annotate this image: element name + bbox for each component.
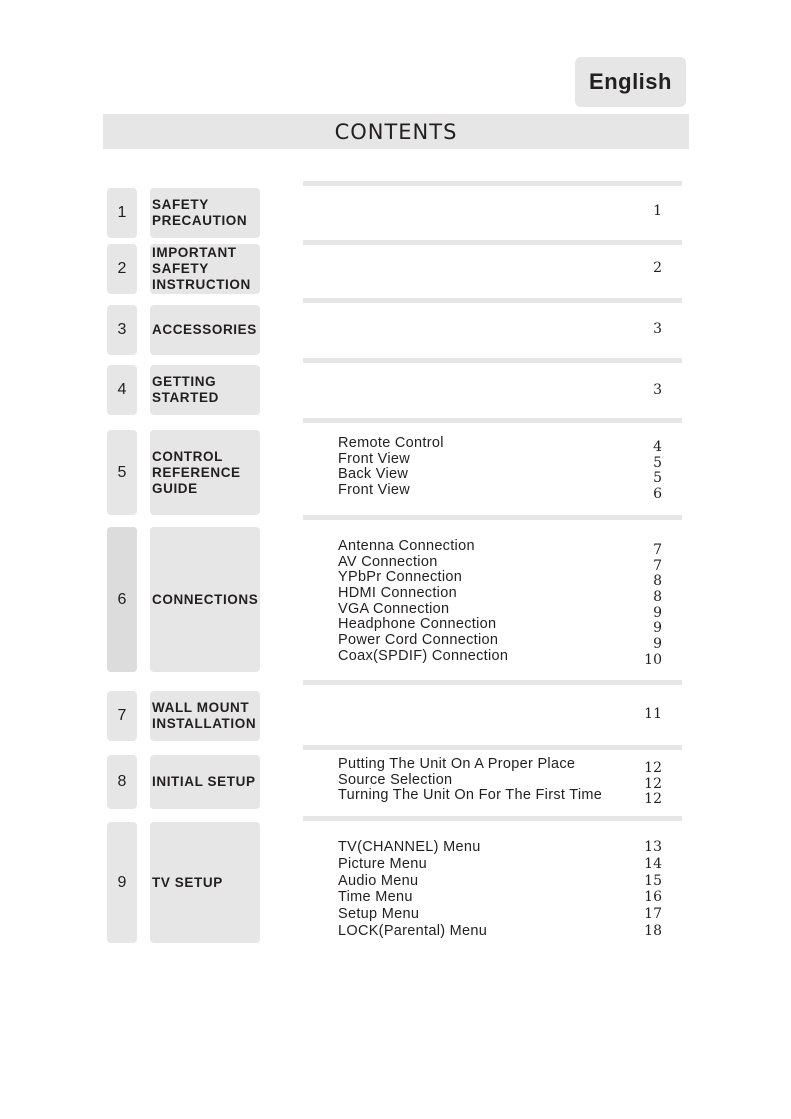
subsection-label: Source Selection [338, 771, 453, 788]
subsection-label: Front View [338, 450, 411, 467]
section-page-number: 3 [653, 321, 662, 337]
subsection-row[interactable] [338, 839, 662, 856]
page-title: CONTENTS [103, 114, 689, 149]
subsection-page: 12 [644, 760, 662, 776]
subsection-page: 7 [653, 557, 662, 574]
section-page-number: 11 [644, 706, 662, 722]
section-number: 3 [107, 305, 137, 355]
subsection-row[interactable] [338, 889, 662, 906]
section-title: INITIAL SETUP [152, 774, 256, 789]
section-title: ACCESSORIES [152, 322, 257, 337]
subsection-page: 14 [644, 855, 662, 872]
section-title-box[interactable] [150, 188, 260, 238]
subsection-page: 5 [653, 454, 662, 471]
subsection-row[interactable] [338, 569, 662, 590]
subsection-label: Remote Control [338, 435, 444, 451]
section-title-box[interactable] [150, 822, 260, 943]
subsection-row[interactable] [338, 906, 662, 923]
subsection-page: 4 [653, 439, 662, 455]
subsection-label: LOCK(Parental) Menu [338, 922, 488, 939]
subsection-label: Setup Menu [338, 906, 420, 923]
section-divider [303, 745, 682, 750]
subsection-row[interactable] [338, 647, 662, 668]
subsection-row[interactable] [338, 771, 662, 792]
section-number: 9 [107, 822, 137, 943]
subsection-row[interactable] [338, 466, 662, 487]
subsection-label: Putting The Unit On A Proper Place [338, 756, 576, 772]
subsection-label: Back View [338, 466, 409, 483]
subsection-page: 6 [653, 486, 662, 503]
section-title-box[interactable] [150, 305, 260, 355]
section-number: 8 [107, 755, 137, 809]
section-page-number: 1 [653, 203, 662, 219]
language-badge: English [575, 57, 686, 107]
subsection-label: AV Connection [338, 553, 438, 570]
section-divider [303, 240, 682, 245]
subsection-row[interactable] [338, 873, 662, 890]
subsection-row[interactable] [338, 538, 662, 558]
subsection-label: VGA Connection [338, 600, 450, 617]
subsection-row[interactable] [338, 632, 662, 653]
section-title-box[interactable] [150, 430, 260, 515]
section-divider [303, 418, 682, 423]
subsection-list [338, 756, 662, 808]
section-divider [303, 515, 682, 520]
section-title-box[interactable] [150, 691, 260, 741]
section-title: SAFETY PRECAUTION [152, 197, 248, 228]
subsection-page: 18 [644, 922, 662, 939]
subsection-label: Turning The Unit On For The First Time [338, 787, 603, 804]
subsection-page: 8 [653, 573, 662, 590]
subsection-row[interactable] [338, 616, 662, 637]
subsection-label: Headphone Connection [338, 616, 497, 633]
subsection-page: 17 [644, 906, 662, 923]
section-title: CONTROL REFERENCE GUIDE [152, 448, 241, 496]
subsection-row[interactable] [338, 435, 662, 455]
section-number: 4 [107, 365, 137, 415]
section-page-number: 2 [653, 260, 662, 276]
section-number: 6 [107, 527, 137, 672]
section-title-box[interactable] [150, 244, 260, 294]
section-title: TV SETUP [152, 874, 223, 890]
subsection-page: 7 [653, 542, 662, 558]
section-number: 1 [107, 188, 137, 238]
subsection-row[interactable] [338, 856, 662, 873]
subsection-list [338, 839, 662, 940]
section-divider [303, 680, 682, 685]
section-title-box[interactable] [150, 365, 260, 415]
subsection-page: 16 [644, 889, 662, 906]
subsection-label: Antenna Connection [338, 538, 475, 554]
subsection-page: 15 [644, 872, 662, 889]
section-page-number: 3 [653, 382, 662, 398]
section-title: IMPORTANT SAFETY INSTRUCTION [152, 245, 251, 292]
subsection-page: 8 [653, 589, 662, 606]
section-number: 2 [107, 244, 137, 294]
section-number: 7 [107, 691, 137, 741]
subsection-page: 12 [644, 791, 662, 808]
subsection-label: YPbPr Connection [338, 569, 463, 586]
subsection-label: HDMI Connection [338, 585, 457, 602]
subsection-row[interactable] [338, 600, 662, 621]
subsection-page: 9 [653, 636, 662, 653]
subsection-page: 9 [653, 604, 662, 621]
subsection-list [338, 435, 662, 503]
subsection-label: Picture Menu [338, 855, 428, 872]
subsection-row[interactable] [338, 553, 662, 574]
subsection-label: Coax(SPDIF) Connection [338, 647, 509, 664]
section-divider [303, 298, 682, 303]
subsection-label: Front View [338, 482, 411, 499]
section-title-box[interactable] [150, 755, 260, 809]
subsection-row[interactable] [338, 923, 662, 940]
subsection-row[interactable] [338, 450, 662, 471]
subsection-row[interactable] [338, 482, 662, 503]
subsection-page: 5 [653, 470, 662, 487]
subsection-row[interactable] [338, 756, 662, 776]
subsection-label: Audio Menu [338, 872, 419, 889]
section-divider [303, 358, 682, 363]
section-number: 5 [107, 430, 137, 515]
subsection-row[interactable] [338, 585, 662, 606]
section-title: CONNECTIONS [152, 591, 259, 607]
subsection-list [338, 538, 662, 668]
subsection-page: 10 [644, 651, 662, 668]
section-title-box[interactable] [150, 527, 260, 672]
subsection-row[interactable] [338, 787, 662, 808]
subsection-page: 13 [644, 839, 662, 855]
section-divider [303, 181, 682, 186]
subsection-page: 12 [644, 775, 662, 792]
section-title: GETTING STARTED [152, 374, 219, 405]
subsection-page: 9 [653, 620, 662, 637]
subsection-label: Time Menu [338, 889, 413, 906]
subsection-label: Power Cord Connection [338, 632, 499, 649]
section-title: WALL MOUNT INSTALLATION [152, 700, 257, 731]
section-divider [303, 816, 682, 821]
subsection-label: TV(CHANNEL) Menu [338, 839, 481, 855]
